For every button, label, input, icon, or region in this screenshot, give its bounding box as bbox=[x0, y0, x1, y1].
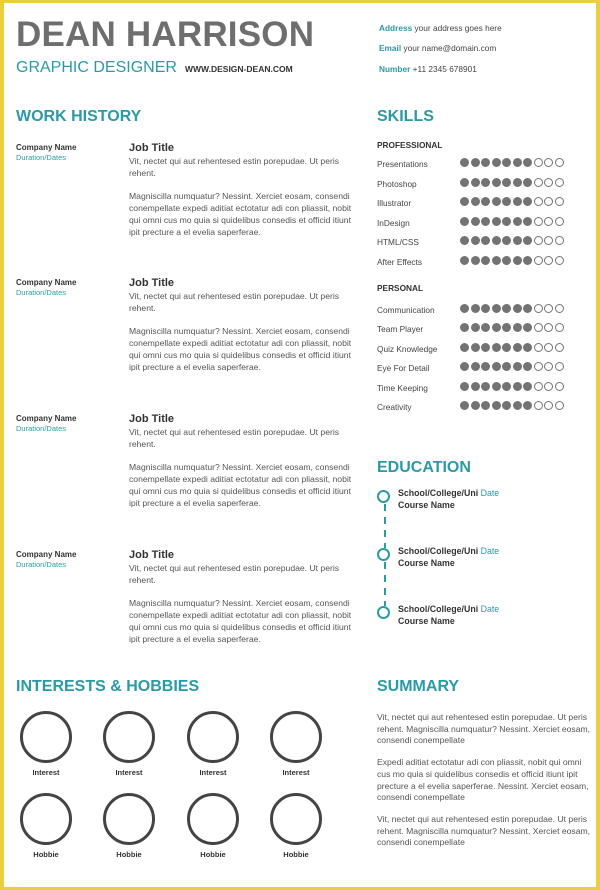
interest-icon bbox=[187, 711, 239, 763]
timeline-connector bbox=[384, 562, 386, 606]
rating-dot-filled bbox=[523, 256, 532, 265]
rating-dot-filled bbox=[523, 197, 532, 206]
contact-email-label: Email bbox=[379, 43, 402, 53]
rating-dot-filled bbox=[502, 401, 511, 410]
skill-label: Time Keeping bbox=[377, 383, 428, 393]
rating-dot-filled bbox=[471, 343, 480, 352]
rating-dot-filled bbox=[523, 343, 532, 352]
rating-dot-filled bbox=[513, 401, 522, 410]
summary-paragraph: Expedi aditiat ectotatur adi con pliassit, nobit qui omni cus mo quia si quidelibus consedis et officid itiunt ipit precture a el evelia saperferae. Nessint. Xerciet eosam, consendi conempellate bbox=[377, 757, 589, 803]
skill-rating bbox=[460, 382, 565, 391]
interest-icon bbox=[103, 711, 155, 763]
rating-dot-filled bbox=[471, 362, 480, 371]
rating-dot-filled bbox=[502, 382, 511, 391]
job-summary: Vit, nectet qui aut rehentesed estin porepudae. Ut peris rehent. bbox=[129, 563, 340, 585]
rating-dot-empty bbox=[555, 158, 564, 167]
rating-dot-empty bbox=[534, 382, 543, 391]
job-details: Magniscilla numquatur? Nessint. Xerciet eosam, consendi conempellate expedi aditiat ectotatur adi con pliassit, nobit qui omni cus mo quia si quidelibus consedis et officid itiunt ipit precture a el evelia saperferae. bbox=[129, 191, 352, 237]
rating-dot-filled bbox=[492, 256, 501, 265]
school-name: School/College/Uni bbox=[398, 604, 479, 614]
rating-dot-filled bbox=[481, 178, 490, 187]
skill-row-time-keeping bbox=[377, 382, 577, 394]
skill-row-creativity bbox=[377, 401, 577, 413]
rating-dot-filled bbox=[481, 256, 490, 265]
rating-dot-filled bbox=[471, 256, 480, 265]
rating-dot-filled bbox=[513, 158, 522, 167]
rating-dot-empty bbox=[534, 256, 543, 265]
skill-rating bbox=[460, 401, 565, 410]
rating-dot-empty bbox=[544, 178, 553, 187]
education-school bbox=[398, 546, 499, 556]
rating-dot-filled bbox=[460, 178, 469, 187]
rating-dot-filled bbox=[481, 401, 490, 410]
hobby-label: Hobbie bbox=[33, 850, 59, 859]
job-description bbox=[129, 563, 354, 657]
education-school bbox=[398, 488, 499, 498]
rating-dot-filled bbox=[492, 158, 501, 167]
rating-dot-filled bbox=[471, 304, 480, 313]
contact-number-label: Number bbox=[379, 64, 411, 74]
hobby-icon bbox=[103, 793, 155, 845]
rating-dot-empty bbox=[544, 401, 553, 410]
rating-dot-empty bbox=[555, 256, 564, 265]
rating-dot-empty bbox=[555, 217, 564, 226]
company-name: Company Name bbox=[16, 414, 77, 423]
job-details: Magniscilla numquatur? Nessint. Xerciet eosam, consendi conempellate expedi aditiat ectotatur adi con pliassit, nobit qui omni cus mo quia si quidelibus consedis et officid itiunt ipit precture a el evelia saperferae. bbox=[129, 462, 352, 508]
timeline-node bbox=[377, 490, 390, 503]
professional-skills-heading: PROFESSIONAL bbox=[377, 140, 443, 150]
skill-row-eye-for-detail bbox=[377, 362, 577, 374]
skill-label: Presentations bbox=[377, 159, 428, 169]
job-description bbox=[129, 156, 354, 250]
rating-dot-filled bbox=[460, 343, 469, 352]
rating-dot-filled bbox=[481, 217, 490, 226]
school-name: School/College/Uni bbox=[398, 488, 479, 498]
summary-paragraph: Vit, nectet qui aut rehentesed estin porepudae. Ut peris rehent. Magniscilla numquatur? Nessint. Xerciet eosam, consendi conempellate bbox=[377, 813, 591, 848]
rating-dot-filled bbox=[492, 178, 501, 187]
hobby-item bbox=[11, 793, 81, 859]
job-title: Job Title bbox=[129, 142, 175, 154]
interest-item bbox=[261, 711, 331, 777]
rating-dot-filled bbox=[481, 362, 490, 371]
job-description bbox=[129, 291, 354, 385]
skill-row-communication bbox=[377, 304, 577, 316]
rating-dot-empty bbox=[555, 343, 564, 352]
interest-label: Interest bbox=[199, 768, 227, 777]
rating-dot-filled bbox=[481, 382, 490, 391]
education-date: Date bbox=[480, 488, 500, 498]
interest-item bbox=[94, 711, 164, 777]
hobby-item bbox=[261, 793, 331, 859]
skill-rating bbox=[460, 217, 565, 226]
rating-dot-filled bbox=[460, 256, 469, 265]
education-course: Course Name bbox=[398, 500, 455, 510]
rating-dot-empty bbox=[534, 362, 543, 371]
job-duration: Duration/Dates bbox=[16, 288, 67, 297]
rating-dot-empty bbox=[544, 236, 553, 245]
rating-dot-filled bbox=[492, 217, 501, 226]
rating-dot-filled bbox=[502, 362, 511, 371]
rating-dot-filled bbox=[513, 382, 522, 391]
hobby-item bbox=[94, 793, 164, 859]
skill-row-quiz-knowledge bbox=[377, 343, 577, 355]
rating-dot-empty bbox=[555, 382, 564, 391]
candidate-name: DEAN HARRISON bbox=[16, 15, 315, 54]
rating-dot-empty bbox=[544, 304, 553, 313]
interest-icon bbox=[270, 711, 322, 763]
rating-dot-filled bbox=[481, 158, 490, 167]
rating-dot-filled bbox=[481, 236, 490, 245]
website-link[interactable]: WWW.DESIGN-DEAN.COM bbox=[185, 64, 293, 74]
interest-label: Interest bbox=[282, 768, 310, 777]
rating-dot-filled bbox=[492, 401, 501, 410]
job-details: Magniscilla numquatur? Nessint. Xerciet eosam, consendi conempellate expedi aditiat ectotatur adi con pliassit, nobit qui omni cus mo quia si quidelibus consedis et officid itiunt ipit precture a el evelia saperferae. bbox=[129, 598, 352, 644]
resume-page bbox=[4, 3, 596, 887]
rating-dot-filled bbox=[513, 178, 522, 187]
job-duration: Duration/Dates bbox=[16, 424, 67, 433]
skill-row-team-player bbox=[377, 323, 577, 335]
rating-dot-filled bbox=[502, 158, 511, 167]
skill-row-presentations bbox=[377, 158, 577, 170]
rating-dot-empty bbox=[555, 236, 564, 245]
rating-dot-filled bbox=[471, 323, 480, 332]
skill-label: Team Player bbox=[377, 324, 424, 334]
contact-address bbox=[379, 23, 502, 33]
skill-row-indesign bbox=[377, 217, 577, 229]
education-course: Course Name bbox=[398, 558, 455, 568]
rating-dot-filled bbox=[471, 382, 480, 391]
education-course: Course Name bbox=[398, 616, 455, 626]
skill-label: InDesign bbox=[377, 218, 410, 228]
contact-email-value[interactable]: your name@domain.com bbox=[403, 43, 497, 53]
rating-dot-filled bbox=[481, 323, 490, 332]
skill-row-illustrator bbox=[377, 197, 577, 209]
rating-dot-filled bbox=[523, 323, 532, 332]
job-description bbox=[129, 427, 354, 521]
job-summary: Vit, nectet qui aut rehentesed estin porepudae. Ut peris rehent. bbox=[129, 291, 340, 313]
job-duration: Duration/Dates bbox=[16, 560, 67, 569]
rating-dot-empty bbox=[544, 343, 553, 352]
rating-dot-empty bbox=[555, 401, 564, 410]
skill-row-after-effects bbox=[377, 256, 577, 268]
rating-dot-filled bbox=[513, 236, 522, 245]
rating-dot-filled bbox=[481, 343, 490, 352]
rating-dot-filled bbox=[513, 323, 522, 332]
rating-dot-filled bbox=[523, 382, 532, 391]
rating-dot-filled bbox=[492, 304, 501, 313]
skill-label: Eye For Detail bbox=[377, 363, 430, 373]
rating-dot-filled bbox=[513, 362, 522, 371]
timeline-node bbox=[377, 548, 390, 561]
rating-dot-filled bbox=[513, 343, 522, 352]
rating-dot-filled bbox=[523, 401, 532, 410]
rating-dot-empty bbox=[544, 197, 553, 206]
rating-dot-filled bbox=[513, 256, 522, 265]
company-name: Company Name bbox=[16, 278, 77, 287]
rating-dot-filled bbox=[523, 178, 532, 187]
job-details: Magniscilla numquatur? Nessint. Xerciet eosam, consendi conempellate expedi aditiat ectotatur adi con pliassit, nobit qui omni cus mo quia si quidelibus consedis et officid itiunt ipit precture a el evelia saperferae. bbox=[129, 326, 352, 372]
skill-rating bbox=[460, 362, 565, 371]
rating-dot-empty bbox=[555, 178, 564, 187]
rating-dot-filled bbox=[502, 178, 511, 187]
skill-rating bbox=[460, 158, 565, 167]
skill-rating bbox=[460, 178, 565, 187]
candidate-role: GRAPHIC DESIGNER bbox=[16, 59, 177, 76]
rating-dot-empty bbox=[534, 304, 543, 313]
rating-dot-filled bbox=[460, 304, 469, 313]
job-duration: Duration/Dates bbox=[16, 153, 67, 162]
rating-dot-filled bbox=[492, 343, 501, 352]
rating-dot-filled bbox=[471, 178, 480, 187]
rating-dot-empty bbox=[534, 401, 543, 410]
contact-number-value: +11 2345 678901 bbox=[412, 64, 477, 74]
education-school bbox=[398, 604, 499, 614]
rating-dot-filled bbox=[523, 158, 532, 167]
rating-dot-filled bbox=[492, 362, 501, 371]
rating-dot-empty bbox=[534, 178, 543, 187]
skill-label: Communication bbox=[377, 305, 435, 315]
job-title: Job Title bbox=[129, 549, 175, 561]
skill-label: Photoshop bbox=[377, 179, 417, 189]
rating-dot-filled bbox=[460, 236, 469, 245]
rating-dot-filled bbox=[460, 362, 469, 371]
rating-dot-empty bbox=[534, 197, 543, 206]
hobby-icon bbox=[270, 793, 322, 845]
personal-skills-heading: PERSONAL bbox=[377, 283, 424, 293]
rating-dot-filled bbox=[492, 323, 501, 332]
company-name: Company Name bbox=[16, 550, 77, 559]
rating-dot-filled bbox=[492, 236, 501, 245]
rating-dot-filled bbox=[502, 304, 511, 313]
rating-dot-filled bbox=[492, 197, 501, 206]
skill-label: After Effects bbox=[377, 257, 423, 267]
rating-dot-filled bbox=[471, 236, 480, 245]
rating-dot-empty bbox=[534, 323, 543, 332]
interest-item bbox=[11, 711, 81, 777]
rating-dot-filled bbox=[502, 323, 511, 332]
skill-label: Illustrator bbox=[377, 198, 412, 208]
skill-row-html-css bbox=[377, 236, 577, 248]
rating-dot-empty bbox=[544, 323, 553, 332]
school-name: School/College/Uni bbox=[398, 546, 479, 556]
job-title: Job Title bbox=[129, 413, 175, 425]
skill-label: Quiz Knowledge bbox=[377, 344, 438, 354]
rating-dot-filled bbox=[492, 382, 501, 391]
rating-dot-filled bbox=[471, 197, 480, 206]
rating-dot-empty bbox=[534, 236, 543, 245]
rating-dot-empty bbox=[544, 382, 553, 391]
job-summary: Vit, nectet qui aut rehentesed estin porepudae. Ut peris rehent. bbox=[129, 156, 340, 178]
interest-label: Interest bbox=[115, 768, 143, 777]
rating-dot-empty bbox=[544, 256, 553, 265]
education-date: Date bbox=[480, 604, 500, 614]
rating-dot-filled bbox=[471, 401, 480, 410]
skill-row-photoshop bbox=[377, 178, 577, 190]
interest-icon bbox=[20, 711, 72, 763]
rating-dot-filled bbox=[471, 217, 480, 226]
rating-dot-filled bbox=[513, 217, 522, 226]
rating-dot-filled bbox=[513, 197, 522, 206]
skill-rating bbox=[460, 343, 565, 352]
rating-dot-filled bbox=[502, 256, 511, 265]
summary-paragraph: Vit, nectet qui aut rehentesed estin porepudae. Ut peris rehent. Magniscilla numquatur? Nessint. Xerciet eosam, consendi conempellate bbox=[377, 712, 591, 746]
rating-dot-empty bbox=[555, 362, 564, 371]
skill-rating bbox=[460, 256, 565, 265]
rating-dot-filled bbox=[481, 304, 490, 313]
skill-label: HTML/CSS bbox=[377, 237, 419, 247]
rating-dot-filled bbox=[471, 158, 480, 167]
rating-dot-filled bbox=[502, 197, 511, 206]
skill-label: Creativity bbox=[377, 402, 412, 412]
timeline-node bbox=[377, 606, 390, 619]
interest-item bbox=[178, 711, 248, 777]
skill-rating bbox=[460, 304, 565, 313]
rating-dot-empty bbox=[544, 362, 553, 371]
hobby-label: Hobbie bbox=[200, 850, 226, 859]
rating-dot-filled bbox=[502, 236, 511, 245]
rating-dot-filled bbox=[481, 197, 490, 206]
hobby-label: Hobbie bbox=[283, 850, 309, 859]
contact-address-value: your address goes here bbox=[414, 23, 502, 33]
timeline-connector bbox=[384, 504, 386, 548]
work-history-heading: WORK HISTORY bbox=[16, 108, 142, 125]
rating-dot-empty bbox=[534, 217, 543, 226]
rating-dot-empty bbox=[534, 343, 543, 352]
summary-text bbox=[377, 712, 593, 859]
rating-dot-filled bbox=[460, 197, 469, 206]
rating-dot-filled bbox=[513, 304, 522, 313]
company-name: Company Name bbox=[16, 143, 77, 152]
rating-dot-empty bbox=[534, 158, 543, 167]
hobby-item bbox=[178, 793, 248, 859]
rating-dot-empty bbox=[555, 197, 564, 206]
skill-rating bbox=[460, 323, 565, 332]
summary-heading: SUMMARY bbox=[377, 678, 460, 695]
rating-dot-filled bbox=[460, 217, 469, 226]
hobby-label: Hobbie bbox=[116, 850, 142, 859]
rating-dot-filled bbox=[460, 401, 469, 410]
contact-number bbox=[379, 64, 477, 74]
rating-dot-filled bbox=[460, 382, 469, 391]
interests-heading: INTERESTS & HOBBIES bbox=[16, 678, 200, 695]
skill-rating bbox=[460, 197, 565, 206]
rating-dot-filled bbox=[460, 323, 469, 332]
rating-dot-filled bbox=[523, 304, 532, 313]
rating-dot-filled bbox=[523, 362, 532, 371]
contact-email bbox=[379, 43, 496, 53]
interest-label: Interest bbox=[32, 768, 60, 777]
skill-rating bbox=[460, 236, 565, 245]
rating-dot-empty bbox=[555, 323, 564, 332]
hobby-icon bbox=[187, 793, 239, 845]
rating-dot-filled bbox=[523, 236, 532, 245]
rating-dot-filled bbox=[523, 217, 532, 226]
rating-dot-empty bbox=[544, 158, 553, 167]
rating-dot-empty bbox=[555, 304, 564, 313]
job-title: Job Title bbox=[129, 277, 175, 289]
skills-heading: SKILLS bbox=[377, 108, 434, 125]
hobby-icon bbox=[20, 793, 72, 845]
education-heading: EDUCATION bbox=[377, 459, 471, 476]
job-summary: Vit, nectet qui aut rehentesed estin porepudae. Ut peris rehent. bbox=[129, 427, 340, 449]
rating-dot-filled bbox=[502, 343, 511, 352]
contact-address-label: Address bbox=[379, 23, 413, 33]
rating-dot-empty bbox=[544, 217, 553, 226]
education-date: Date bbox=[480, 546, 500, 556]
rating-dot-filled bbox=[502, 217, 511, 226]
rating-dot-filled bbox=[460, 158, 469, 167]
